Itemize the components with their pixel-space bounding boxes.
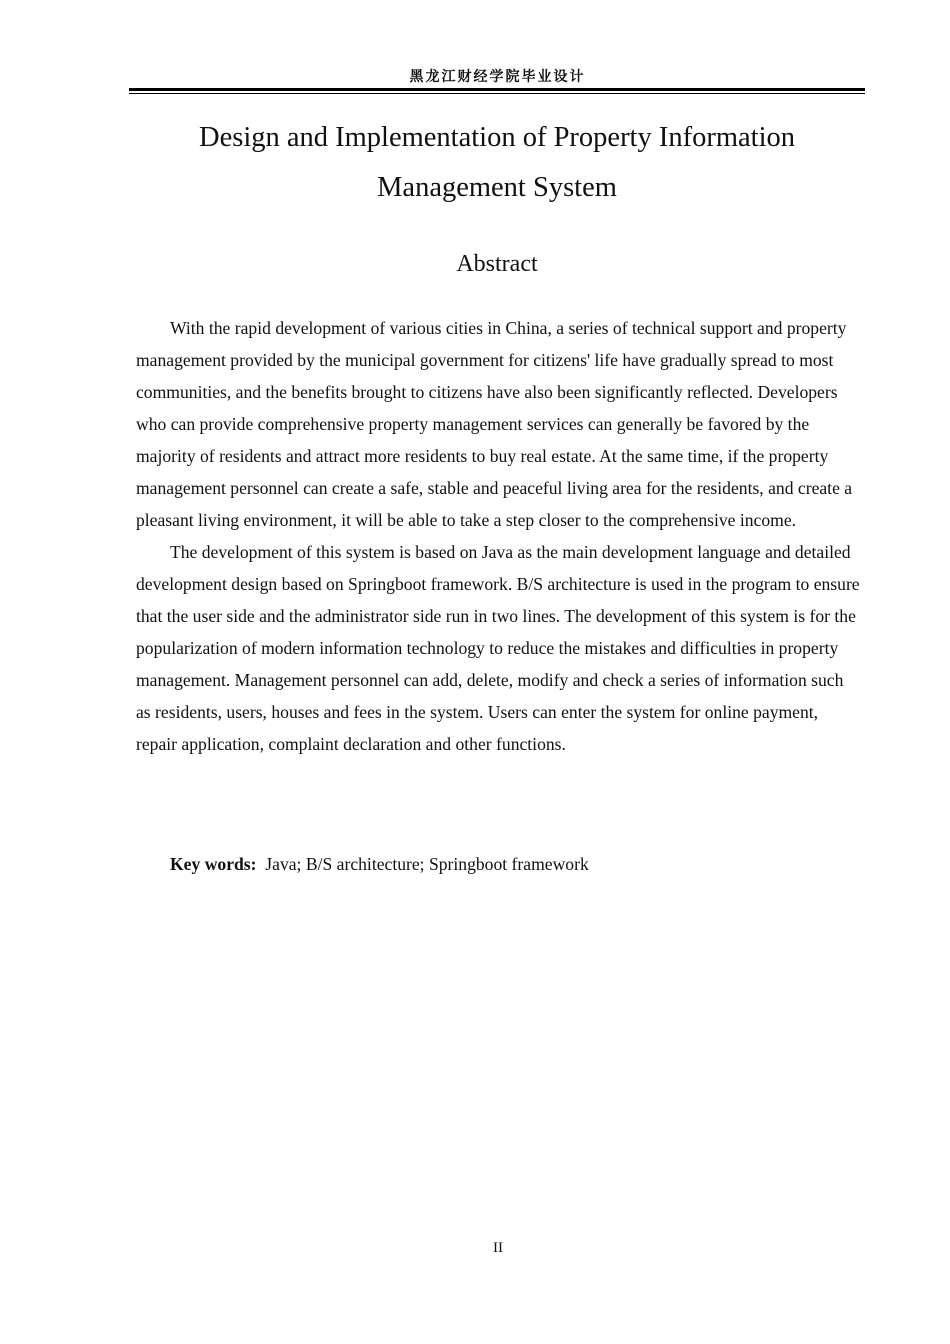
abstract-heading: Abstract — [456, 251, 538, 277]
page-number: II — [493, 1240, 503, 1256]
running-header: 黑龙江财经学院毕业设计 — [409, 69, 586, 85]
abstract-body — [136, 312, 860, 760]
header-rule — [129, 88, 865, 91]
abstract-paragraph-2: The development of this system is based on Java as the main development language and detailed development design based on Springboot framework. B/S architecture is used in the program to ensure that the user side and the administrator side run in two lines. The development of this system is for the popularization of modern information technology to reduce the mistakes and difficulties in property management. Management personnel can add, delete, modify and check a series of information such as residents, users, houses and fees in the system. Users can enter the system for online payment, repair application, complaint declaration and other functions. — [136, 542, 860, 754]
keywords-label: Key words: — [170, 854, 257, 874]
keywords-value: Java; B/S architecture; Springboot framework — [265, 854, 589, 874]
document-title — [136, 113, 858, 213]
abstract-paragraph-1: With the rapid development of various cities in China, a series of technical support and property management provided by the municipal government for citizens' life have gradually spread to most communities, and the benefits brought to citizens have also been significantly reflected. Developers who can provide comprehensive property management services can generally be favored by the majority of residents and attract more residents to buy real estate. At the same time, if the property management personnel can create a safe, stable and peaceful living area for the residents, and create a pleasant living environment, it will be able to take a step closer to the comprehensive income. — [136, 318, 853, 530]
title-line-2: Management System — [377, 172, 617, 203]
keywords — [170, 848, 860, 880]
title-line-1: Design and Implementation of Property Information — [199, 122, 795, 153]
header-rule-thin — [129, 93, 865, 94]
